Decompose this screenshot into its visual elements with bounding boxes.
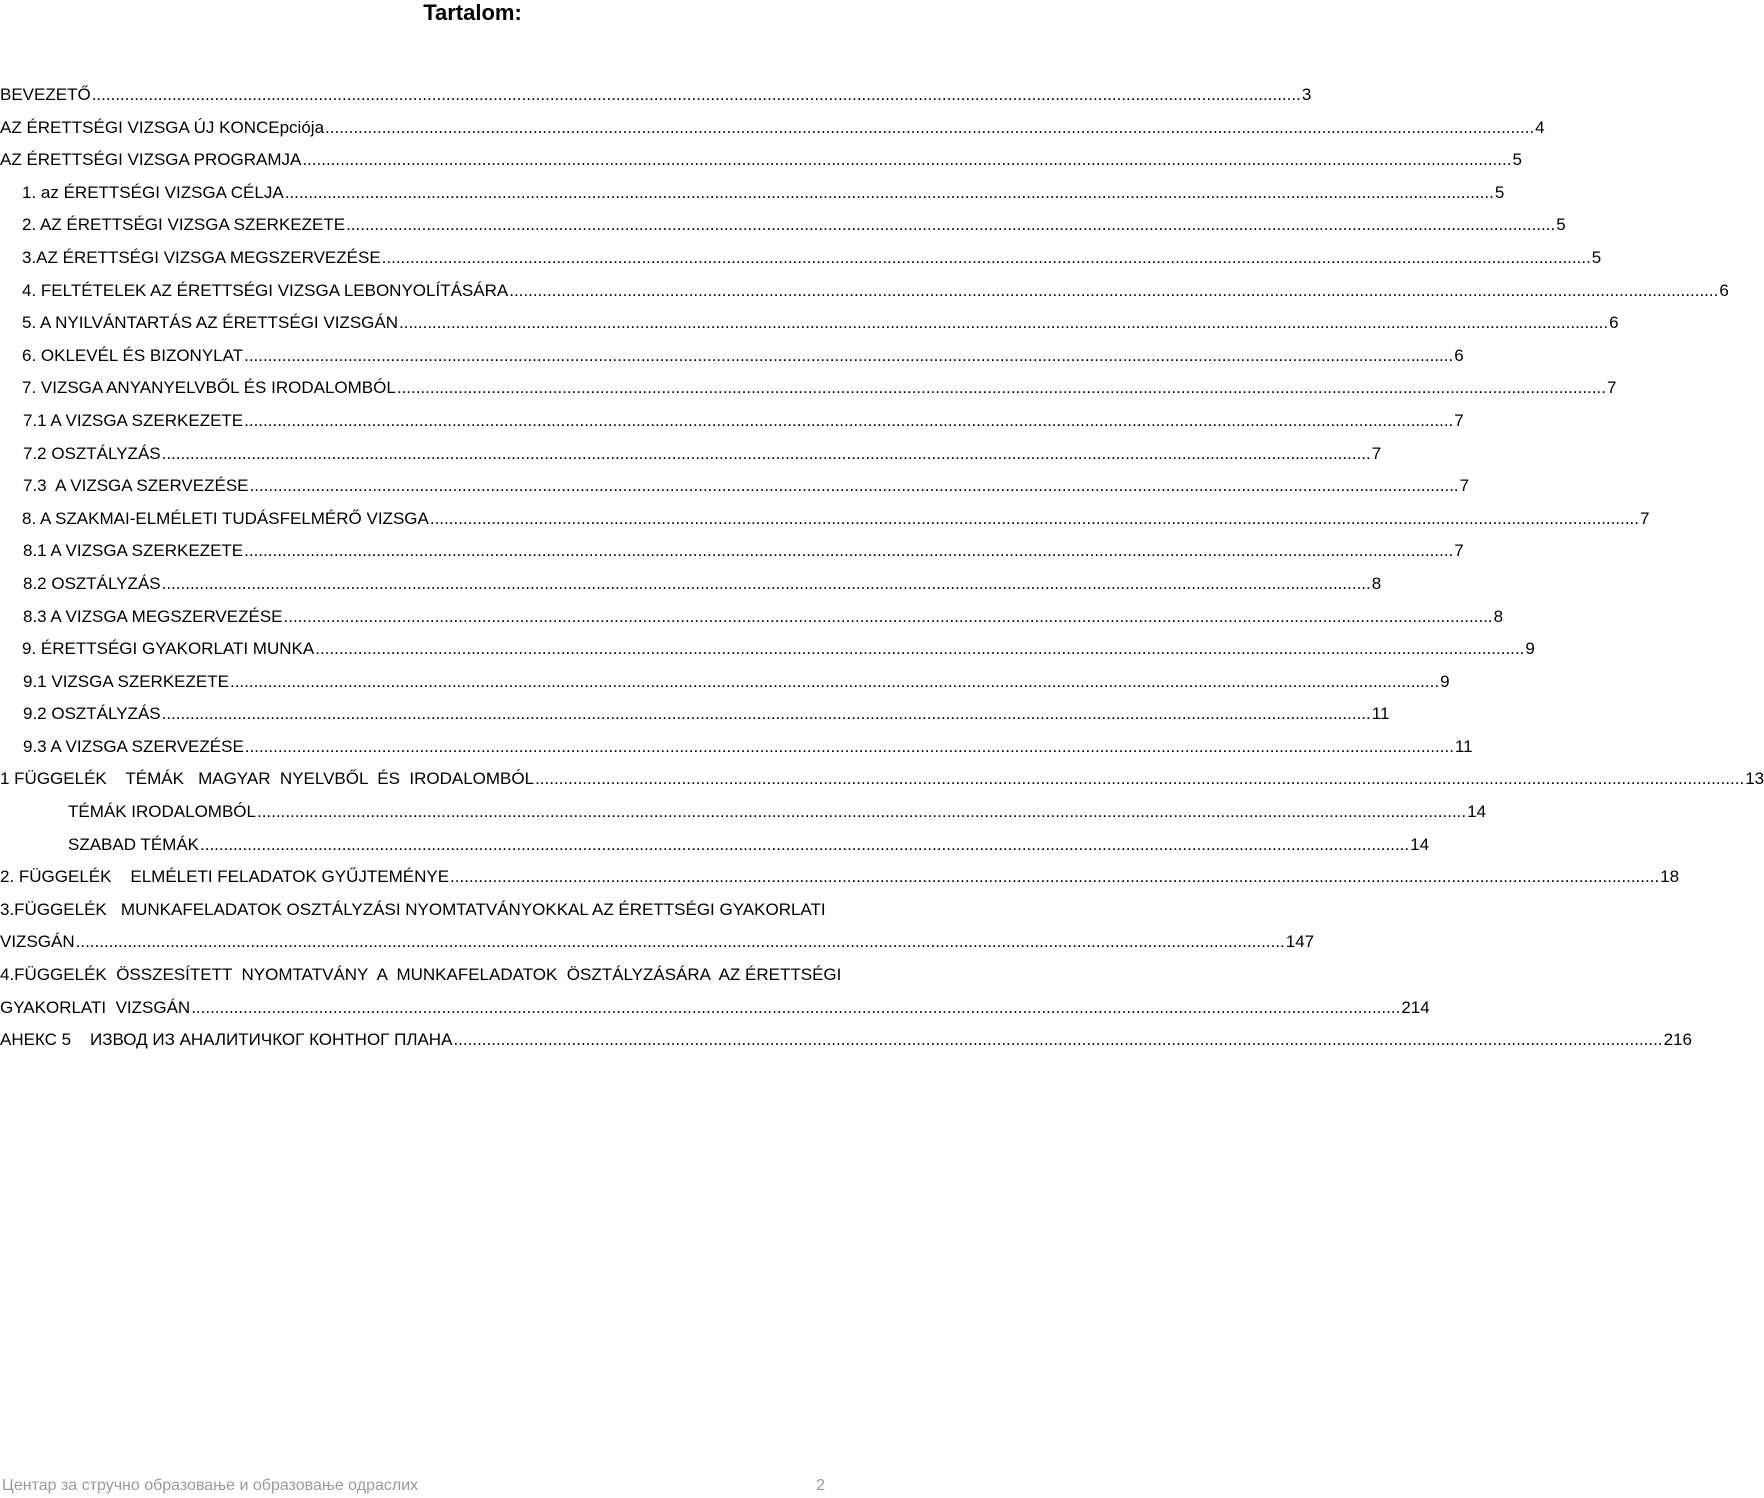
dot-leader (162, 698, 1371, 731)
dot-leader (162, 438, 1371, 471)
toc-entry-page: 7 (1459, 476, 1470, 496)
toc-entry-label: 6. OKLEVÉL ÉS BIZONYLAT (22, 345, 244, 365)
toc-entry-page: 8 (1493, 606, 1504, 626)
dot-leader (244, 405, 1453, 438)
toc-entry[interactable] (0, 177, 1505, 210)
toc-entry-label: 4. FELTÉTELEK AZ ÉRETTSÉGI VIZSGA LEBONYOLÍTÁSÁRA (22, 280, 509, 300)
toc-entry-label: 5. A NYILVÁNTARTÁS AZ ÉRETTSÉGI VIZSGÁN (22, 313, 398, 333)
toc-entry[interactable] (0, 535, 1464, 568)
toc-entry-list (0, 79, 1764, 894)
toc-entry[interactable] (0, 829, 1430, 862)
toc-entry-page: 5 (1591, 247, 1602, 267)
toc-entry[interactable] (0, 731, 1473, 764)
dot-leader (509, 275, 1718, 308)
toc-entry-label: SZABAD TÉMÁK (68, 834, 199, 854)
toc-entry[interactable] (0, 242, 1602, 275)
dot-leader (302, 144, 1511, 177)
toc-entry-wrapped[interactable] (0, 894, 1315, 959)
toc-entry-label: 9.2 OSZTÁLYZÁS (23, 704, 161, 724)
toc-entry-page: 6 (1719, 280, 1729, 300)
dot-leader (162, 568, 1371, 601)
toc-entry-label: 3.AZ ÉRETTSÉGI VIZSGA MEGSZERVEZÉSE (22, 247, 381, 267)
toc-entry-label: АНЕКС 5 ИЗВОД ИЗ АНАЛИТИЧКОГ КОНТНОГ ПЛАНА (0, 1030, 453, 1050)
toc-entry[interactable] (0, 633, 1535, 666)
toc-entry-label: 9.3 A VIZSGA SZERVEZÉSE (23, 736, 244, 756)
dot-leader (346, 209, 1555, 242)
toc-entry-page: 5 (1556, 215, 1566, 235)
toc-entry-label: TÉMÁK IRODALOMBÓL (68, 802, 256, 822)
dot-leader (430, 503, 1639, 536)
toc-entry-label: 7.2 OSZTÁLYZÁS (23, 443, 161, 463)
toc-entry-page: 18 (1660, 867, 1680, 887)
toc-entry[interactable] (0, 796, 1487, 829)
toc-entry-page: 7 (1454, 541, 1464, 561)
toc-entry[interactable] (0, 601, 1504, 634)
toc-entry[interactable] (0, 144, 1522, 177)
toc-entry-page: 11 (1454, 736, 1473, 756)
toc-entry-wrapped[interactable] (0, 959, 1430, 1024)
toc-entry[interactable] (0, 568, 1382, 601)
toc-entry-page: 214 (1401, 997, 1430, 1017)
dot-leader (230, 666, 1439, 699)
toc-entry-label-line1: 3.FÜGGELÉK MUNKAFELADATOK OSZTÁLYZÁSI NYOMTATVÁNYOKKAL AZ ÉRETTSÉGI GYAKORLATI (0, 899, 826, 919)
toc-entry-label: 1 FÜGGELÉK TÉMÁK MAGYAR NYELVBŐL ÉS IRODALOMBÓL (0, 769, 535, 789)
dot-leader (397, 372, 1606, 405)
toc-entry-label: 1. az ÉRETTSÉGI VIZSGA CÉLJA (22, 182, 284, 202)
dot-leader (535, 763, 1744, 796)
toc-entry[interactable] (0, 372, 1617, 405)
toc-entry-page: 147 (1285, 932, 1315, 952)
toc-entry-page: 7 (1639, 508, 1650, 528)
toc-entry[interactable] (0, 861, 1680, 894)
toc-entry-label: 7. VIZSGA ANYANYELVBŐL ÉS IRODALOMBÓL (22, 378, 396, 398)
toc-entry-label: 9. ÉRETTSÉGI GYAKORLATI MUNKA (22, 639, 315, 659)
toc-entry-page: 7 (1371, 443, 1382, 463)
toc-entry-label: 7.3 A VIZSGA SZERVEZÉSE (23, 476, 249, 496)
toc-entry[interactable] (0, 307, 1619, 340)
toc-entry-page: 8 (1371, 573, 1382, 593)
toc-entry-page: 9 (1440, 671, 1450, 691)
dot-leader (250, 470, 1459, 503)
toc-entry-page: 11 (1371, 704, 1390, 724)
toc-entry-page: 9 (1525, 639, 1535, 659)
toc-entry-page: 7 (1606, 378, 1617, 398)
toc-entry-label: AZ ÉRETTSÉGI VIZSGA PROGRAMJA (0, 150, 302, 170)
dot-leader (285, 177, 1494, 210)
toc-entry[interactable] (0, 698, 1390, 731)
toc-entry-page: 6 (1609, 313, 1619, 333)
toc-entry-page: 7 (1454, 410, 1464, 430)
toc-entry[interactable] (0, 1024, 1692, 1057)
toc-entry[interactable] (0, 763, 1764, 796)
toc-entry-label: 2. AZ ÉRETTSÉGI VIZSGA SZERKEZETE (22, 215, 346, 235)
dot-leader (200, 829, 1409, 862)
toc-entry-line2 (0, 992, 1430, 1025)
dot-leader (191, 992, 1400, 1025)
toc-entry-page: 4 (1535, 117, 1545, 137)
dot-leader (244, 340, 1453, 373)
toc-entry-label: BEVEZETŐ (0, 85, 91, 104)
toc-entry[interactable] (0, 112, 1545, 145)
toc-entry[interactable] (0, 405, 1464, 438)
dot-leader (244, 535, 1453, 568)
toc-entry-page: 5 (1512, 150, 1522, 170)
toc-entry-page: 6 (1454, 345, 1464, 365)
toc-entry[interactable] (0, 275, 1729, 308)
toc-entry-page: 216 (1663, 1030, 1692, 1050)
toc-entry-page: 14 (1467, 802, 1487, 822)
toc-entry[interactable] (0, 340, 1464, 373)
footer-organization: Центар за стручно образовање и образовање одраслих (2, 1477, 419, 1494)
dot-leader (284, 601, 1493, 634)
page-title: Tartalom: (423, 0, 522, 25)
dot-leader (450, 861, 1659, 894)
dot-leader (325, 112, 1534, 145)
toc-entry-label-line1: 4.FÜGGELÉK ÖSSZESÍTETT NYOMTATVÁNY A MUNKAFELADATOK ÖSZTÁLYZÁSÁRA AZ ÉRETTSÉGI (0, 965, 842, 985)
toc-entry-label: 8.2 OSZTÁLYZÁS (23, 573, 161, 593)
dot-leader (76, 926, 1285, 959)
toc-entry[interactable] (0, 209, 1566, 242)
toc-entry-label: 9.1 VIZSGA SZERKEZETE (23, 671, 229, 691)
dot-leader (453, 1024, 1662, 1057)
toc-entry-label-line2: VIZSGÁN (0, 932, 75, 952)
table-of-contents (0, 79, 1764, 1057)
toc-entry-label: AZ ÉRETTSÉGI VIZSGA ÚJ KONCEpciója (0, 117, 325, 137)
toc-entry-line2 (0, 926, 1315, 959)
toc-entry[interactable] (0, 79, 1312, 112)
toc-entry-page: 3 (1301, 85, 1312, 104)
toc-entry-page: 5 (1494, 182, 1505, 202)
dot-leader (382, 242, 1591, 275)
toc-entry[interactable] (0, 438, 1382, 471)
toc-entry-page: 13 (1745, 769, 1764, 789)
dot-leader (245, 731, 1454, 764)
toc-entry-label: 8. A SZAKMAI-ELMÉLETI TUDÁSFELMÉRŐ VIZSGA (22, 508, 429, 528)
dot-leader (399, 307, 1608, 340)
toc-entry[interactable] (0, 666, 1450, 699)
toc-entry-label: 8.1 A VIZSGA SZERKEZETE (23, 541, 244, 561)
dot-leader (257, 796, 1466, 829)
toc-entry-label: 2. FÜGGELÉK ELMÉLETI FELADATOK GYŰJTEMÉNYE (0, 867, 450, 887)
toc-entry[interactable] (0, 503, 1650, 536)
dot-leader (315, 633, 1524, 666)
dot-leader (92, 79, 1301, 112)
toc-entry[interactable] (0, 470, 1470, 503)
toc-entry-label-line2: GYAKORLATI VIZSGÁN (0, 997, 191, 1017)
page-number: 2 (816, 1477, 825, 1494)
toc-entry-page: 14 (1410, 834, 1430, 854)
toc-entry-label: 7.1 A VIZSGA SZERKEZETE (23, 410, 244, 430)
toc-entry-label: 8.3 A VIZSGA MEGSZERVEZÉSE (23, 606, 283, 626)
